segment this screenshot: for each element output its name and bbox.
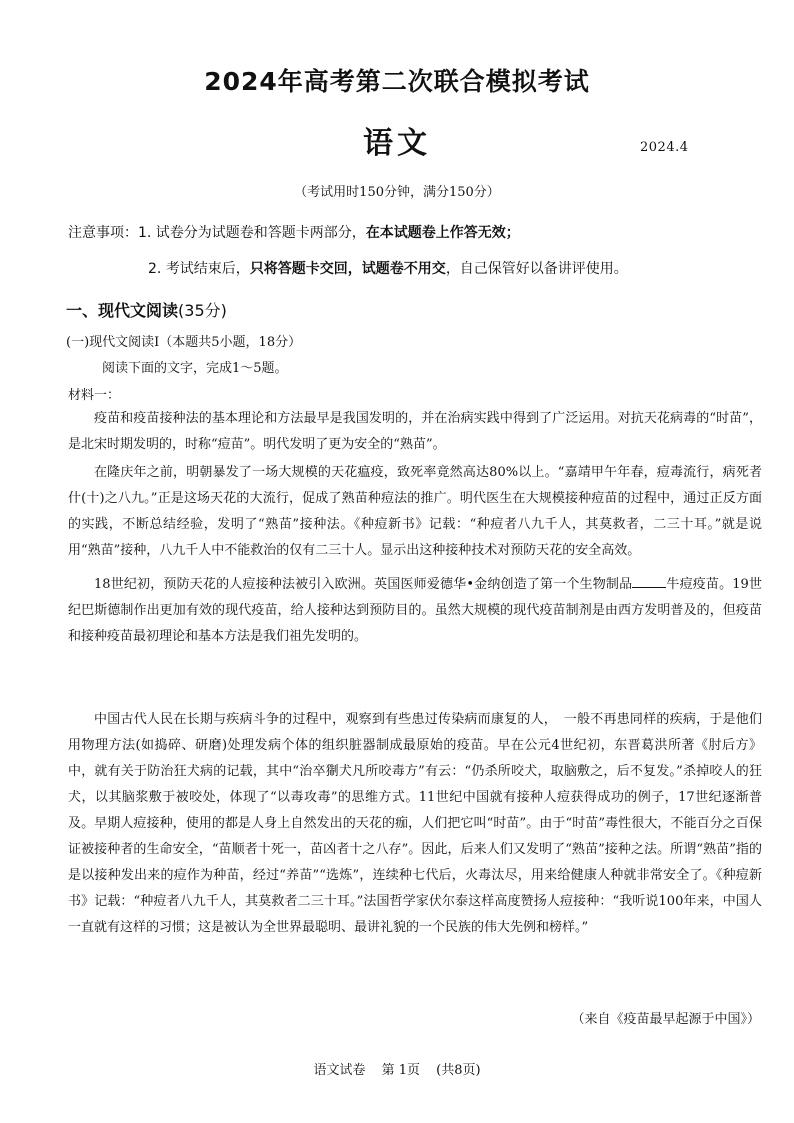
reading-instruction: 阅读下面的文字，完成1～5题。 bbox=[102, 361, 288, 376]
material-label: 材料一： bbox=[68, 388, 121, 403]
paragraph-3-part-a: 18世纪初，预防天花的人痘接种法被引入欧洲。英国医师爱德华•金纳创造了第一个生物制品 bbox=[94, 577, 633, 592]
footer-total: (共8页) bbox=[436, 1063, 481, 1078]
source-citation: （来自《疫苗最早起源于中国》） bbox=[571, 1012, 760, 1027]
fill-blank bbox=[632, 573, 666, 588]
notice-item-2-tail: ，自己保管好以备讲评使用。 bbox=[445, 261, 628, 277]
paragraph-1: 疫苗和疫苗接种法的基本理论和方法最早是我国发明的，并在治病实践中得到了广泛运用。对抗天花病毒的“时苗”，是北宋时期发明的，时称“痘苗”。明代发明了更为安全的“熟苗”。 bbox=[68, 411, 762, 452]
notice-item-1 bbox=[68, 223, 520, 243]
subject-title: 语文 bbox=[363, 126, 431, 161]
subsection-title: (一)现代文阅读I（本题共5小题，18分） bbox=[66, 335, 302, 350]
exam-date: 2024.4 bbox=[640, 140, 689, 155]
notice-item-2-emphasis: 只将答题卡交回，试题卷不用交 bbox=[249, 261, 446, 277]
section-points: (35分) bbox=[178, 301, 227, 320]
section-heading bbox=[66, 298, 227, 321]
notice-item-1-text: 1. 试卷分为试题卷和答题卡两部分， bbox=[138, 225, 366, 241]
page-footer bbox=[0, 1059, 794, 1078]
exam-title: 2024年高考第二次联合模拟考试 bbox=[204, 67, 590, 96]
paragraph-3-part-b: 牛痘疫苗。19世纪巴斯德制作出更加有效的现代疫苗，给人接种达到预防目的。虽然大规模的现代疫苗制剂是由西方发明普及的，但疫苗和接种疫苗最初理论和基本方法是我们祖先发明的。 bbox=[68, 577, 762, 644]
footer-page: 第 1页 bbox=[381, 1063, 420, 1078]
paragraph-4: 中国古代人民在长期与疾病斗争的过程中，观察到有些患过传染病而康复的人， 一般不再患同样的疾病，于是他们用物理方法(如捣碎、研磨)处理发病个体的组织脏器制成最原始的疫苗。早在公元4世纪初，东晋葛洪所著《肘后方》中，就有关于防治狂犬病的记载，其中“治卒猘犬凡所咬毒方”有云：“仍杀所咬犬，取脑敷之，后不复发。”杀掉咬人的狂犬，以其脑浆敷于被咬处，体现了“以毒攻毒”的思维方式。11世纪中国就有接种人痘获得成功的例子，17世纪逐渐普及。早期人痘接种，使用的都是人身上自然发出的天花的痂，人们把它叫“时苗”。由于“时苗”毒性很大，不能百分之百保证被接种者的生命安全，“苗顺者十死一，苗凶者十之八存”。因此，后来人们又发明了“熟苗”接种之法。所谓“熟苗”指的是以接种发出来的痘作为种苗，经过“养苗”“选炼”，连续种七代后，火毒汰尽，用来给健康人种就非常安全了。《种痘新书》记载：“种痘者八九千人，其莫救者二三十耳。”法国哲学家伏尔泰这样高度赞扬人痘接种：“我听说100年来，中国人一直就有这样的习惯；这是被认为全世界最聪明、最讲礼貌的一个民族的伟大先例和榜样。” bbox=[68, 712, 762, 935]
notice-label: 注意事项： bbox=[68, 225, 138, 241]
footer-subject: 语文试卷 bbox=[313, 1063, 366, 1078]
paragraph-3 bbox=[68, 572, 762, 650]
time-note: （考试用时150分钟，满分150分） bbox=[294, 185, 500, 200]
notice-item-2 bbox=[148, 259, 628, 279]
notice-item-2-text: 2. 考试结束后， bbox=[148, 261, 250, 277]
paragraph-2: 在隆庆年之前，明朝暴发了一场大规模的天花瘟疫，致死率竟然高达80%以上。“嘉靖甲午年春，痘毒流行，病死者什(十)之八九。”正是这场天花的大流行，促成了熟苗种痘法的推广。明代医生在大规模接种痘苗的过程中，通过正反方面的实践，不断总结经验，发明了“熟苗”接种法。《种痘新书》记载：“种痘者八九千人，其莫救者，二三十耳。”就是说用“熟苗”接种，八九千人中不能救治的仅有二三十人。显示出这种接种技术对预防天花的安全高效。 bbox=[68, 465, 762, 558]
notice-item-1-emphasis: 在本试题卷上作答无效； bbox=[365, 225, 520, 241]
section-title: 一、现代文阅读 bbox=[66, 301, 179, 320]
